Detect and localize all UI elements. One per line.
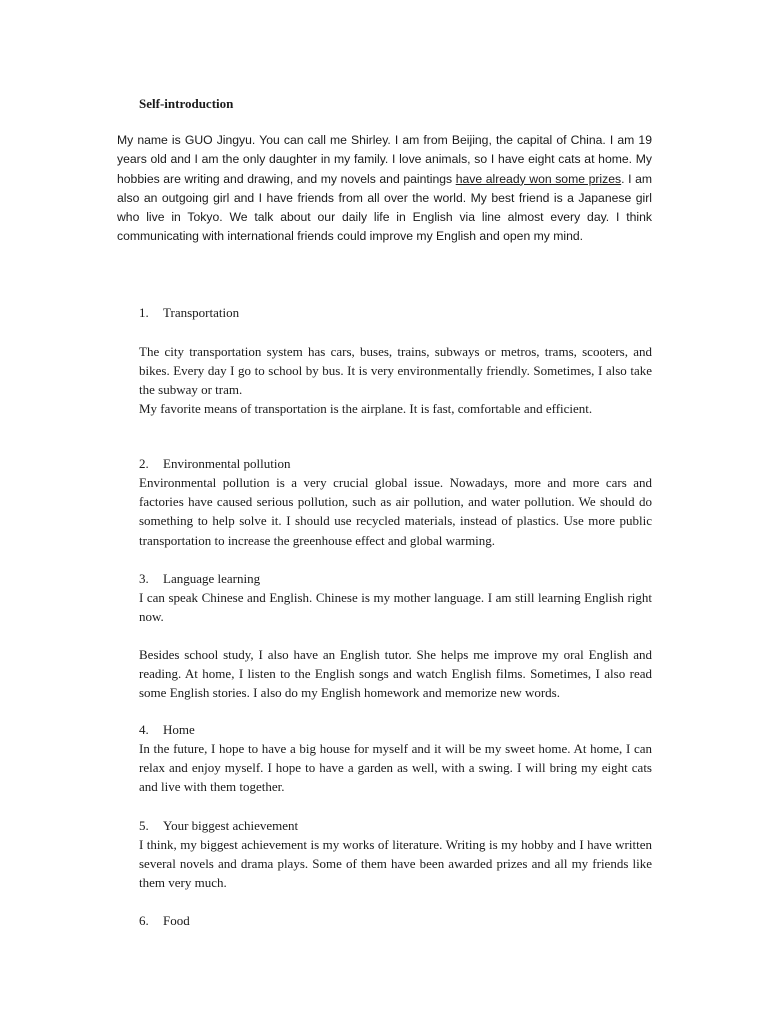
section-heading-environmental-pollution xyxy=(139,454,290,473)
section-number: 2. xyxy=(139,456,149,471)
section-title: Home xyxy=(163,722,195,737)
section-heading-food xyxy=(139,911,190,930)
section-title: Food xyxy=(163,913,190,928)
section-heading-biggest-achievement xyxy=(139,816,298,835)
section-title: Language learning xyxy=(163,571,261,586)
language-learning-paragraph-2: Besides school study, I also have an English tutor. She helps me improve my oral English and reading. At home, I listen to the English songs and watch English films. Sometimes, I also read some English stories. I also do my English homework and memorize new words. xyxy=(139,647,652,701)
section-number: 4. xyxy=(139,722,149,737)
language-learning-paragraph-1: I can speak Chinese and English. Chinese is my mother language. I am still learning English right now. xyxy=(139,590,652,625)
intro-text-end: . I am also an outgoing girl and I have friends from all over the world. My best friend is a Japanese girl who live in Tokyo. We talk about our daily life in English via line almost every day. I think communicating with international friends could improve my English and open my mind. xyxy=(117,171,652,244)
section-heading-language-learning xyxy=(139,569,260,588)
intro-paragraph xyxy=(117,131,652,247)
home-paragraph: In the future, I hope to have a big house for myself and it will be my sweet home. At home, I can relax and enjoy myself. I hope to have a garden as well, with a swing. I will bring my eight cats and live with them together. xyxy=(139,741,652,795)
section-number: 3. xyxy=(139,571,149,586)
section-number: 1. xyxy=(139,305,149,320)
section-number: 5. xyxy=(139,818,149,833)
section-title: Environmental pollution xyxy=(163,456,291,471)
section-title: Transportation xyxy=(163,305,240,320)
intro-text-start: My name is GUO Jingyu. You can call me Shirley. I am from Beijing, the capital of China. I am 19 years old and I am the only daughter in my family. I love animals, so I have eight cats at home. My hobbies are writing and drawing, and my novels and paintings xyxy=(117,133,652,186)
biggest-achievement-paragraph: I think, my biggest achievement is my works of literature. Writing is my hobby and I have written several novels and drama plays. Some of them have been awarded prizes and all my friends like them very much. xyxy=(139,837,652,891)
section-title: Your biggest achievement xyxy=(163,818,299,833)
intro-underlined-text: have already won some prizes xyxy=(455,171,622,186)
transportation-paragraph-2: My favorite means of transportation is the airplane. It is fast, comfortable and efficient. xyxy=(139,401,593,416)
document-title: Self-introduction xyxy=(139,96,234,111)
section-number: 6. xyxy=(139,913,149,928)
section-heading-home xyxy=(139,720,195,739)
transportation-paragraph-1: The city transportation system has cars, buses, trains, subways or metros, trams, scooters, and bikes. Every day I go to school by bus. It is very environmentally friendly. Sometimes, I also take the subway or tram. xyxy=(139,344,652,398)
section-heading-transportation xyxy=(139,303,239,322)
environmental-pollution-paragraph: Environmental pollution is a very crucial global issue. Nowadays, more and more cars and factories have caused serious pollution, such as air pollution, and water pollution. We should do something to help solve it. I should use recycled materials, instead of plastics. Use more public transportation to increase the greenhouse effect and global warming. xyxy=(139,475,652,548)
